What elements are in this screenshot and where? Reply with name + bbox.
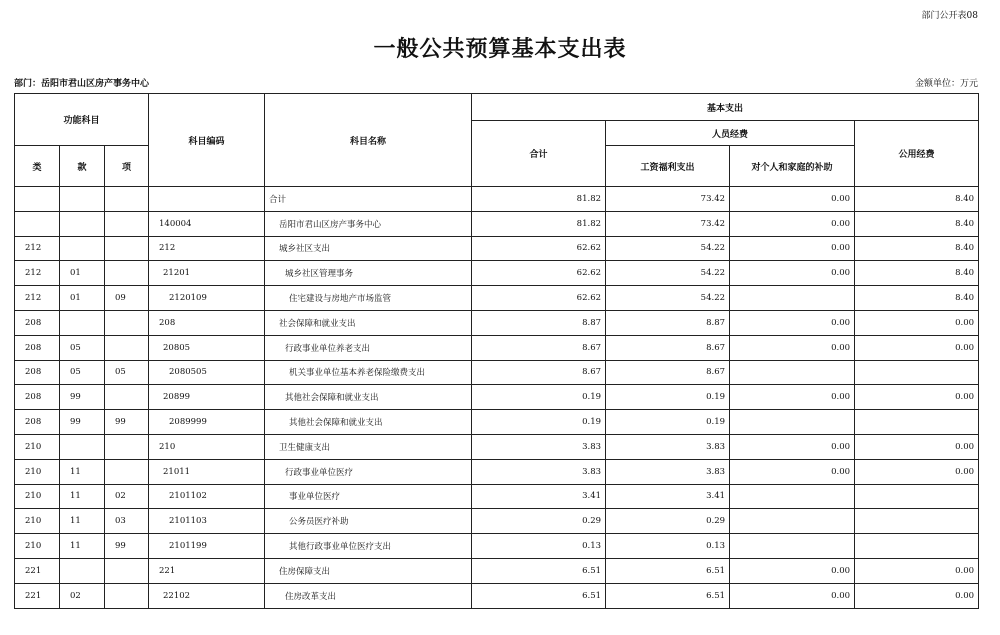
cell-wages: 54.22 bbox=[606, 286, 730, 311]
cell-lei: 210 bbox=[15, 509, 60, 534]
cell-subject-name: 事业单位医疗 bbox=[265, 484, 472, 509]
cell-subject-name: 合计 bbox=[265, 187, 472, 212]
cell-subject-code: 2120109 bbox=[149, 286, 265, 311]
cell-public: 0.00 bbox=[855, 385, 979, 410]
cell-subject-code: 20805 bbox=[149, 335, 265, 360]
cell-public bbox=[855, 410, 979, 435]
table-row bbox=[15, 484, 979, 509]
cell-wages: 73.42 bbox=[606, 211, 730, 236]
cell-wages: 8.67 bbox=[606, 360, 730, 385]
table-row bbox=[15, 286, 979, 311]
cell-lei: 210 bbox=[15, 534, 60, 559]
cell-total: 8.67 bbox=[472, 335, 606, 360]
cell-subject-name: 卫生健康支出 bbox=[265, 434, 472, 459]
cell-wages: 6.51 bbox=[606, 583, 730, 608]
budget-table bbox=[14, 93, 979, 609]
cell-total: 62.62 bbox=[472, 286, 606, 311]
cell-kuan: 05 bbox=[60, 360, 105, 385]
cell-total: 81.82 bbox=[472, 211, 606, 236]
cell-subject-code: 2080505 bbox=[149, 360, 265, 385]
cell-wages: 8.67 bbox=[606, 335, 730, 360]
cell-subject-name: 机关事业单位基本养老保险缴费支出 bbox=[265, 360, 472, 385]
cell-public: 8.40 bbox=[855, 211, 979, 236]
cell-xiang: 05 bbox=[105, 360, 149, 385]
cell-xiang bbox=[105, 187, 149, 212]
header-subject-name: 科目名称 bbox=[265, 94, 472, 187]
cell-wages: 6.51 bbox=[606, 558, 730, 583]
cell-xiang: 02 bbox=[105, 484, 149, 509]
cell-subject-name: 住房改革支出 bbox=[265, 583, 472, 608]
table-row bbox=[15, 187, 979, 212]
cell-public: 0.00 bbox=[855, 558, 979, 583]
cell-subsidy bbox=[730, 484, 855, 509]
table-row bbox=[15, 558, 979, 583]
cell-xiang bbox=[105, 459, 149, 484]
table-row bbox=[15, 459, 979, 484]
table-code: 部门公开表08 bbox=[921, 11, 978, 21]
header-basic-expense: 基本支出 bbox=[472, 94, 979, 121]
cell-lei: 221 bbox=[15, 558, 60, 583]
cell-public: 0.00 bbox=[855, 459, 979, 484]
cell-kuan bbox=[60, 310, 105, 335]
cell-total: 3.41 bbox=[472, 484, 606, 509]
table-row bbox=[15, 211, 979, 236]
header-subsidy: 对个人和家庭的补助 bbox=[730, 146, 855, 187]
header-public: 公用经费 bbox=[855, 121, 979, 187]
cell-kuan bbox=[60, 558, 105, 583]
cell-subject-code: 221 bbox=[149, 558, 265, 583]
cell-lei: 208 bbox=[15, 385, 60, 410]
cell-public: 8.40 bbox=[855, 236, 979, 261]
cell-subject-name: 其他行政事业单位医疗支出 bbox=[265, 534, 472, 559]
table-row bbox=[15, 434, 979, 459]
cell-subsidy bbox=[730, 360, 855, 385]
table-row bbox=[15, 360, 979, 385]
cell-subject-name: 公务员医疗补助 bbox=[265, 509, 472, 534]
cell-total: 0.29 bbox=[472, 509, 606, 534]
header-personnel: 人员经费 bbox=[606, 121, 855, 146]
cell-xiang bbox=[105, 558, 149, 583]
header-lei: 类 bbox=[15, 146, 60, 187]
cell-subject-code: 21011 bbox=[149, 459, 265, 484]
cell-lei: 212 bbox=[15, 236, 60, 261]
cell-kuan: 11 bbox=[60, 534, 105, 559]
cell-total: 0.13 bbox=[472, 534, 606, 559]
cell-total: 3.83 bbox=[472, 459, 606, 484]
cell-xiang: 99 bbox=[105, 410, 149, 435]
cell-subject-code: 2101199 bbox=[149, 534, 265, 559]
cell-wages: 3.41 bbox=[606, 484, 730, 509]
cell-subsidy: 0.00 bbox=[730, 459, 855, 484]
cell-xiang: 03 bbox=[105, 509, 149, 534]
cell-subject-name: 其他社会保障和就业支出 bbox=[265, 385, 472, 410]
cell-kuan: 11 bbox=[60, 459, 105, 484]
cell-subsidy: 0.00 bbox=[730, 558, 855, 583]
cell-subject-code: 140004 bbox=[149, 211, 265, 236]
cell-xiang: 99 bbox=[105, 534, 149, 559]
cell-lei: 221 bbox=[15, 583, 60, 608]
header-xiang: 项 bbox=[105, 146, 149, 187]
cell-subsidy: 0.00 bbox=[730, 211, 855, 236]
cell-kuan: 01 bbox=[60, 286, 105, 311]
cell-kuan bbox=[60, 236, 105, 261]
cell-subsidy: 0.00 bbox=[730, 187, 855, 212]
cell-lei: 212 bbox=[15, 286, 60, 311]
cell-total: 6.51 bbox=[472, 583, 606, 608]
cell-subject-code: 210 bbox=[149, 434, 265, 459]
cell-total: 6.51 bbox=[472, 558, 606, 583]
cell-xiang: 09 bbox=[105, 286, 149, 311]
cell-wages: 0.29 bbox=[606, 509, 730, 534]
cell-kuan: 99 bbox=[60, 385, 105, 410]
cell-kuan bbox=[60, 434, 105, 459]
cell-public: 8.40 bbox=[855, 187, 979, 212]
cell-lei: 210 bbox=[15, 484, 60, 509]
cell-subject-code: 21201 bbox=[149, 261, 265, 286]
cell-wages: 3.83 bbox=[606, 459, 730, 484]
cell-subsidy bbox=[730, 534, 855, 559]
cell-subject-name: 城乡社区支出 bbox=[265, 236, 472, 261]
cell-lei bbox=[15, 211, 60, 236]
cell-subject-name: 社会保障和就业支出 bbox=[265, 310, 472, 335]
cell-subsidy bbox=[730, 286, 855, 311]
cell-total: 8.87 bbox=[472, 310, 606, 335]
cell-public: 8.40 bbox=[855, 261, 979, 286]
cell-total: 62.62 bbox=[472, 236, 606, 261]
cell-lei: 208 bbox=[15, 410, 60, 435]
cell-xiang bbox=[105, 583, 149, 608]
cell-kuan: 01 bbox=[60, 261, 105, 286]
header-total: 合计 bbox=[472, 121, 606, 187]
cell-kuan: 11 bbox=[60, 484, 105, 509]
cell-subject-name: 城乡社区管理事务 bbox=[265, 261, 472, 286]
cell-subsidy bbox=[730, 509, 855, 534]
cell-lei: 208 bbox=[15, 335, 60, 360]
cell-subsidy: 0.00 bbox=[730, 261, 855, 286]
cell-wages: 0.19 bbox=[606, 385, 730, 410]
cell-kuan: 99 bbox=[60, 410, 105, 435]
cell-subject-name: 住房保障支出 bbox=[265, 558, 472, 583]
cell-total: 0.19 bbox=[472, 410, 606, 435]
cell-subject-code: 2101103 bbox=[149, 509, 265, 534]
cell-public bbox=[855, 509, 979, 534]
cell-wages: 73.42 bbox=[606, 187, 730, 212]
cell-public bbox=[855, 360, 979, 385]
cell-subsidy: 0.00 bbox=[730, 385, 855, 410]
cell-lei: 210 bbox=[15, 434, 60, 459]
cell-subject-code: 20899 bbox=[149, 385, 265, 410]
cell-kuan: 11 bbox=[60, 509, 105, 534]
cell-total: 0.19 bbox=[472, 385, 606, 410]
cell-subject-code: 22102 bbox=[149, 583, 265, 608]
cell-lei: 212 bbox=[15, 261, 60, 286]
cell-xiang bbox=[105, 434, 149, 459]
cell-subject-code: 2089999 bbox=[149, 410, 265, 435]
cell-total: 8.67 bbox=[472, 360, 606, 385]
cell-subsidy: 0.00 bbox=[730, 434, 855, 459]
cell-lei: 210 bbox=[15, 459, 60, 484]
table-row bbox=[15, 236, 979, 261]
header-func-subject: 功能科目 bbox=[15, 94, 149, 146]
table-row bbox=[15, 335, 979, 360]
cell-xiang bbox=[105, 310, 149, 335]
cell-subsidy bbox=[730, 410, 855, 435]
cell-wages: 3.83 bbox=[606, 434, 730, 459]
cell-subject-name: 行政事业单位医疗 bbox=[265, 459, 472, 484]
cell-xiang bbox=[105, 211, 149, 236]
cell-subsidy: 0.00 bbox=[730, 583, 855, 608]
cell-subject-code: 212 bbox=[149, 236, 265, 261]
header-wages: 工资福利支出 bbox=[606, 146, 730, 187]
cell-public bbox=[855, 534, 979, 559]
cell-wages: 54.22 bbox=[606, 236, 730, 261]
amount-unit-label: 金额单位：万元 bbox=[914, 79, 978, 89]
department-label: 部门：岳阳市君山区房产事务中心 bbox=[14, 79, 150, 89]
table-row bbox=[15, 410, 979, 435]
cell-subject-code: 208 bbox=[149, 310, 265, 335]
cell-public: 0.00 bbox=[855, 335, 979, 360]
cell-lei bbox=[15, 187, 60, 212]
cell-lei: 208 bbox=[15, 310, 60, 335]
header-kuan: 款 bbox=[60, 146, 105, 187]
cell-subject-name: 行政事业单位养老支出 bbox=[265, 335, 472, 360]
cell-total: 81.82 bbox=[472, 187, 606, 212]
cell-wages: 54.22 bbox=[606, 261, 730, 286]
cell-kuan bbox=[60, 211, 105, 236]
cell-kuan: 02 bbox=[60, 583, 105, 608]
table-row bbox=[15, 534, 979, 559]
table-row bbox=[15, 509, 979, 534]
cell-wages: 0.19 bbox=[606, 410, 730, 435]
table-row bbox=[15, 310, 979, 335]
table-row bbox=[15, 385, 979, 410]
cell-public: 8.40 bbox=[855, 286, 979, 311]
cell-total: 62.62 bbox=[472, 261, 606, 286]
cell-kuan bbox=[60, 187, 105, 212]
cell-subject-name: 其他社会保障和就业支出 bbox=[265, 410, 472, 435]
cell-lei: 208 bbox=[15, 360, 60, 385]
page-title: 一般公共预算基本支出表 bbox=[373, 36, 627, 62]
cell-public: 0.00 bbox=[855, 434, 979, 459]
cell-subject-code: 2101102 bbox=[149, 484, 265, 509]
cell-public: 0.00 bbox=[855, 583, 979, 608]
cell-public bbox=[855, 484, 979, 509]
cell-subject-name: 岳阳市君山区房产事务中心 bbox=[265, 211, 472, 236]
cell-subsidy: 0.00 bbox=[730, 310, 855, 335]
table-row bbox=[15, 261, 979, 286]
cell-xiang bbox=[105, 335, 149, 360]
cell-xiang bbox=[105, 236, 149, 261]
cell-public: 0.00 bbox=[855, 310, 979, 335]
header-subject-code: 科目编码 bbox=[149, 94, 265, 187]
cell-subsidy: 0.00 bbox=[730, 236, 855, 261]
cell-subject-name: 住宅建设与房地产市场监管 bbox=[265, 286, 472, 311]
cell-wages: 0.13 bbox=[606, 534, 730, 559]
cell-xiang bbox=[105, 385, 149, 410]
cell-xiang bbox=[105, 261, 149, 286]
table-row bbox=[15, 583, 979, 608]
cell-total: 3.83 bbox=[472, 434, 606, 459]
cell-subject-code bbox=[149, 187, 265, 212]
cell-kuan: 05 bbox=[60, 335, 105, 360]
cell-wages: 8.87 bbox=[606, 310, 730, 335]
cell-subsidy: 0.00 bbox=[730, 335, 855, 360]
